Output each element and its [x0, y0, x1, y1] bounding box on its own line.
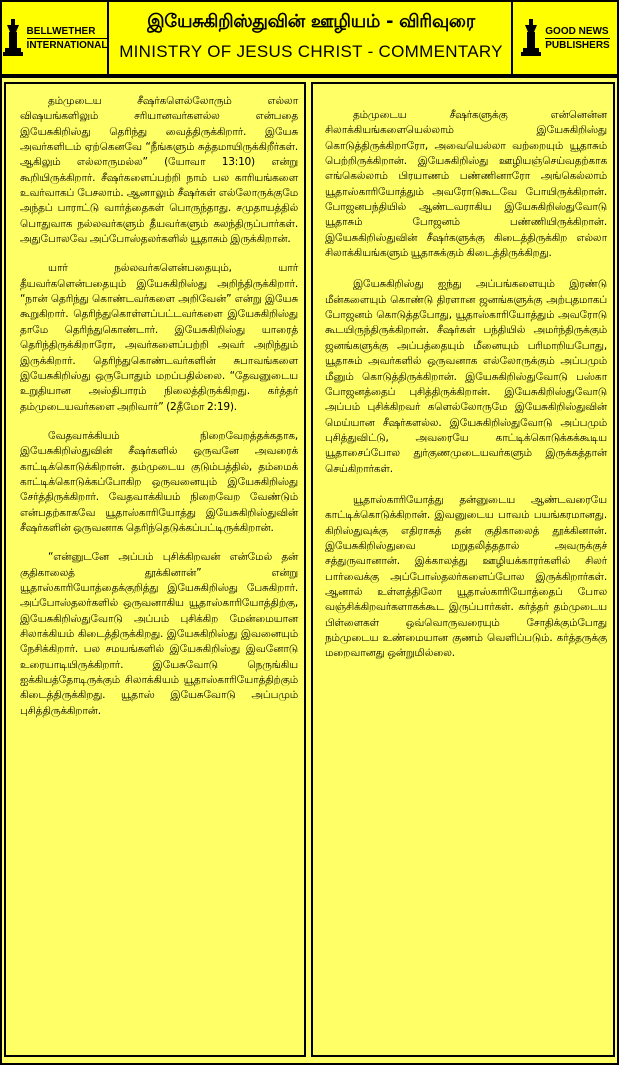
bell-tower-icon — [520, 18, 542, 58]
page-title-english: MINISTRY OF JESUS CHRIST - COMMENTARY — [119, 42, 503, 61]
page-title-tamil: இயேசுகிறிஸ்துவின் ஊழியம் - விரிவுரை — [147, 11, 475, 32]
bell-tower-icon — [2, 18, 24, 58]
paragraph: “என்னுடனே அப்பம் புசிக்கிறவன் என்மேல் தன் குதிகாலைத் தூக்கினான்” என்று யூதாஸ்காரியோத்தைக்குறித்து இயேசுகிறிஸ்து பேசுகிறார். அப்போஸ்தலர்களில் ஒருவனாகிய யூதாஸ்காரியோத்திற்கு, இயேசுகிறிஸ்துவோடு அப்பம் புசிக்கிற மேன்மையான சிலாக்கியம் கிடைத்திருக்கிறது. இயேசுகிறிஸ்து இவனையும் நேசிக்கிறார். பல சமயங்களில் இயேசுகிறிஸ்து இவனோடு உரையாடியிருக்கிறார். இயேசுவோடு நெருங்கிய ஐக்கியத்தோடிருக்கும் சிலாக்கியம் யூதாஸ்காரியோத்திற்கும் கிடைத்திருக்கிறது. யூதாஸ் இயேசுவோடு அப்பமும் புசித்திருக்கிறான். — [20, 551, 298, 717]
paragraph: இயேசுகிறிஸ்து ஐந்து அப்பங்களையும் இரண்டு மீன்களையும் கொண்டு திரளான ஜனங்களுக்கு அற்புதமாகப் போஜனம் கொடுத்தபோது, யூதாஸ்காரியோத்தும் அவரோடு கூடயிருந்திருக்கிறான். சீஷர்கள் பந்தியில் அமர்ந்திருக்கும் ஜனங்களுக்கு அப்பத்தையும் மீனையும் பரிமாறியபோது, யூதாசும் அவர்களில் ஒருவனாக எல்லோருக்கும் அப்பமும் மீனும் கொடுத்திருக்கிறான். இயேசுகிறிஸ்துவோடு பஸ்கா போஜனத்தைப் புசித்திருக்கிறான். இயேசுகிறிஸ்துவோடு அப்பம் புசிக்கிறவர் களெல்லோருமே இயேசுகிறிஸ்துவின் மெய்யான சீஷர்களல்ல. இயேசுகிறிஸ்துவோடு அப்பமும் புசித்துவிட்டு, அவரையே காட்டிக்கொடுக்கக்கூடிய யூதாசைப்போல துர்குணமுடையவர்களும் இருக்கத்தான் செய்கிறார்கள். — [325, 278, 607, 475]
page-title-block — [111, 2, 511, 74]
paragraph: வேதவாக்கியம் நிறைவேறத்தக்கதாக, இயேசுகிறிஸ்துவின் சீஷர்களில் ஒருவனே அவரைக் காட்டிக்கொடுக்கிறான். தம்முடைய குடும்பத்தில், தம்மைக் காட்டிக்கொடுக்கப்போகிற ஒருவனையும் இயேசுகிறிஸ்து சேர்த்திருக்கிறார். வேதவாக்கியம் நிறைவேற வேண்டும் என்பதற்காகவே யூதாஸ்காரியோத்து இயேசுகிறிஸ்துவின் சீஷர்களின் ஒருவனாக தெரிந்தெடுக்கப்பட்டிருக்கிறான். — [20, 429, 298, 534]
paragraph: தம்முடைய சீஷர்களுக்கு என்னென்ன சிலாக்கியங்களையெல்லாம் இயேசுகிறிஸ்து கொடுத்திருக்கிறாரோ, அவையெல்லா வற்றையும் யூதாசும் பெற்றிருக்கிறான். இயேசுகிறிஸ்து ஊழியஞ்செய்வதற்காக எங்கெல்லாம் பிரயாணம் பண்ணினாரோ அங்கெல்லாம் யூதாஸ்காரியோத்தும் அவரோடுகூடவே போயிருக்கிறான். போஜனபந்தியில் ஆண்டவராகிய இயேசுகிறிஸ்துவோடு யூதாசும் போஜனம் பண்ணியிருக்கிறான். இயேசுகிறிஸ்துவின் சீஷர்களுக்கு கிடைத்திருக்கிற எல்லா சிலாக்கியங்களும் யூதாசுக்கும் கிடைத்திருக்கிறது. — [325, 109, 607, 260]
left-column — [4, 82, 306, 1057]
good-news-publishers-logo — [511, 2, 617, 74]
publisher-logo-line2: PUBLISHERS — [545, 39, 610, 51]
bellwether-logo-line1: BELLWETHER — [26, 25, 96, 37]
bellwether-logo-line2: INTERNATIONAL — [26, 39, 108, 51]
paragraph: யார் நல்லவர்களென்பதையும், யார் தீயவர்களென்பதையும் இயேசுகிறிஸ்து அறிந்திருக்கிறார். “நான் தெரிந்து கொண்டவர்களை அறிவேன்” என்று இயேசு கூறுகிறார். தெரிந்துகொள்ளப்பட்டவர்களை இயேசுகிறிஸ்து தாமே தெரிந்துகொண்டார். இயேசுகிறிஸ்து யாரைத் தெரிந்திருக்கிறாரோ, அவர்களைப்பற்றி அவர் அறிந்தும் இருக்கிறார். தெரிந்துகொண்டவர்களின் சுபாவங்களை இயேசுகிறிஸ்து ஒருபோதும் மறப்பதில்லை. “தேவனுடைய உறுதியான அஸ்திபாரம் நிலைத்திருக்கிறது. கர்த்தர் தம்முடையவர்களை அறிவார்” (2தீமோ 2:19). — [20, 262, 298, 413]
right-column — [311, 82, 615, 1057]
header-banner — [0, 0, 619, 76]
bellwether-logo — [2, 2, 109, 74]
publisher-logo-line1: GOOD NEWS — [545, 25, 609, 37]
paragraph: யூதாஸ்காரியோத்து தன்னுடைய ஆண்டவரையே காட்டிக்கொடுக்கிறான். இவனுடைய பாவம் பயங்கரமானது. கிறிஸ்துவுக்கு எதிராகத் தன் குதிகாலைத் தூக்கினான். இயேசுகிறிஸ்துவை மறுதலித்ததால் அவருக்குச் சத்துருவானான். இக்காலத்து ஊழியக்காரர்களில் சிலர் பார்வைக்கு அப்போஸ்தலர்களைப்போல இருக்கிறார்கள். ஆனால் உள்ளத்திலோ யூதாஸ்காரியோத்தைப் போல வஞ்சிக்கிறவர்களாகக்கூட இருப்பார்கள். கர்த்தர் தம்முடைய பிள்ளைகள் ஒவ்வொருவரையும் சோதிக்கும்போது நம்முடைய உண்மையான குணம் வெளிப்படும். கர்த்தருக்கு மறைவானது ஒன்றுமில்லை. — [325, 493, 607, 660]
paragraph: தம்முடைய சீஷர்களெல்லோரும் எல்லா விஷயங்களிலும் சரியானவர்களல்ல என்பதை இயேசுகிறிஸ்து தெரிந்து வைத்திருக்கிறார். இயேசு அவர்களிடம் ஏற்கெனவே “நீங்களும் சுத்தமாயிருக்கிறீர்கள். ஆகிலும் எல்லாருமல்ல” (யோவா 13:10) என்று கூறியிருக்கிறார். சீஷர்களைப்பற்றி நாம் பல காரியங்களை உவர்வாகப் பேசலாம். ஆனாலும் சீஷர்கள் எல்லோருக்குமே அந்தப் பாராட்டு வார்த்தைகள் பொருந்தாது. சமுதாயத்தில் பொதுவாக நல்லவர்களும் தீயவர்களும் கலந்திருப்பார்கள். அதுபோலவே அப்போஸ்தலர்களில் யூதாசும் இருக்கிறான். — [20, 95, 298, 246]
